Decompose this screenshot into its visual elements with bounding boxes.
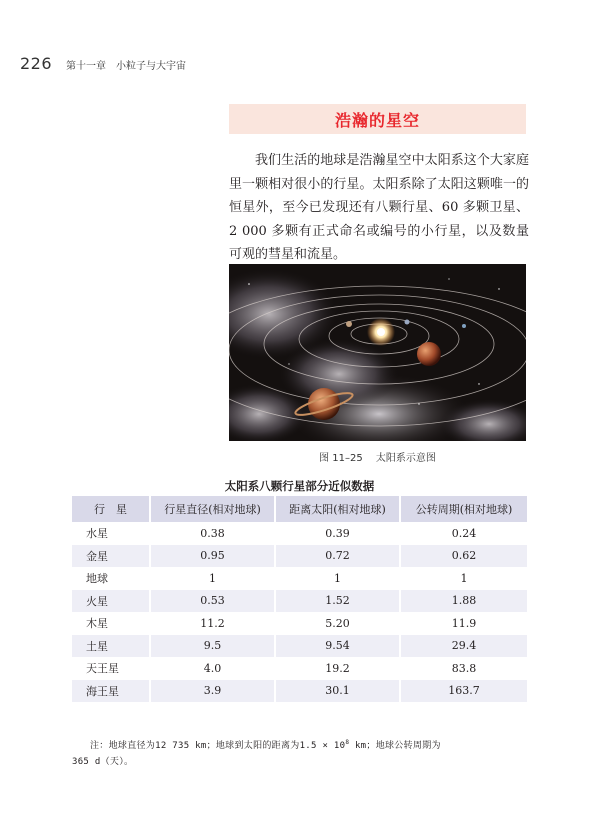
figure-caption (229, 449, 526, 464)
cell-diameter: 11.2 (150, 612, 275, 635)
figure-number: 图 11–25 (319, 453, 363, 464)
solar-system-illustration (229, 264, 526, 441)
figure-caption-text: 太阳系示意图 (375, 453, 436, 464)
table-row (72, 545, 527, 568)
chapter-heading: 第十一章 小粒子与大宇宙 (66, 61, 186, 72)
cell-distance: 30.1 (275, 680, 400, 703)
cell-distance: 0.39 (275, 522, 400, 545)
cell-diameter: 0.38 (150, 522, 275, 545)
cell-distance: 0.72 (275, 545, 400, 568)
note-exponent: 8 (345, 739, 350, 746)
cell-period: 163.7 (400, 680, 527, 703)
cell-distance: 5.20 (275, 612, 400, 635)
cell-period: 1.88 (400, 590, 527, 613)
cell-distance: 1 (275, 567, 400, 590)
cell-distance: 19.2 (275, 657, 400, 680)
cell-planet: 天王星 (72, 657, 150, 680)
planet-data-table (72, 496, 527, 702)
table-note (72, 735, 530, 770)
cell-planet: 木星 (72, 612, 150, 635)
cell-planet: 水星 (72, 522, 150, 545)
table-row (72, 635, 527, 658)
cell-planet: 金星 (72, 545, 150, 568)
cell-diameter: 0.53 (150, 590, 275, 613)
cell-period: 0.62 (400, 545, 527, 568)
cell-period: 83.8 (400, 657, 527, 680)
section-title: 浩瀚的星空 (334, 110, 420, 130)
section-banner (229, 104, 526, 134)
cell-distance: 1.52 (275, 590, 400, 613)
table-row (72, 590, 527, 613)
cell-distance: 9.54 (275, 635, 400, 658)
header-distance: 距离太阳(相对地球) (275, 496, 400, 522)
table-row (72, 612, 527, 635)
table-row (72, 657, 527, 680)
cell-planet: 土星 (72, 635, 150, 658)
header-diameter: 行星直径(相对地球) (150, 496, 275, 522)
table-row (72, 680, 527, 703)
body-paragraph: 我们生活的地球是浩瀚星空中太阳系这个大家庭里一颗相对很小的行星。太阳系除了太阳这颗唯一的恒星外，至今已发现还有八颗行星、60 多颗卫星、2 000 多颗有正式命名或编号的小行星，以及数量可观的彗星和流星。 (229, 153, 529, 262)
cell-planet: 海王星 (72, 680, 150, 703)
cell-planet: 火星 (72, 590, 150, 613)
cell-diameter: 9.5 (150, 635, 275, 658)
solar-system-image (229, 264, 526, 441)
table-row (72, 567, 527, 590)
note-suffix: km；地球公转周期为 (349, 741, 441, 751)
table-header-row (72, 496, 527, 522)
cell-period: 29.4 (400, 635, 527, 658)
cell-diameter: 3.9 (150, 680, 275, 703)
cell-period: 11.9 (400, 612, 527, 635)
cell-period: 1 (400, 567, 527, 590)
cell-period: 0.24 (400, 522, 527, 545)
table-row (72, 522, 527, 545)
page-number: 226 (20, 54, 53, 73)
cell-planet: 地球 (72, 567, 150, 590)
note-line-2: 365 d（天）。 (72, 757, 134, 767)
table-title: 太阳系八颗行星部分近似数据 (224, 479, 375, 493)
cell-diameter: 1 (150, 567, 275, 590)
cell-diameter: 4.0 (150, 657, 275, 680)
header-period: 公转周期(相对地球) (400, 496, 527, 522)
header-planet: 行 星 (72, 496, 150, 522)
note-prefix: 注：地球直径为12 735 km；地球到太阳的距离为1.5 × 10 (90, 741, 346, 751)
cell-diameter: 0.95 (150, 545, 275, 568)
